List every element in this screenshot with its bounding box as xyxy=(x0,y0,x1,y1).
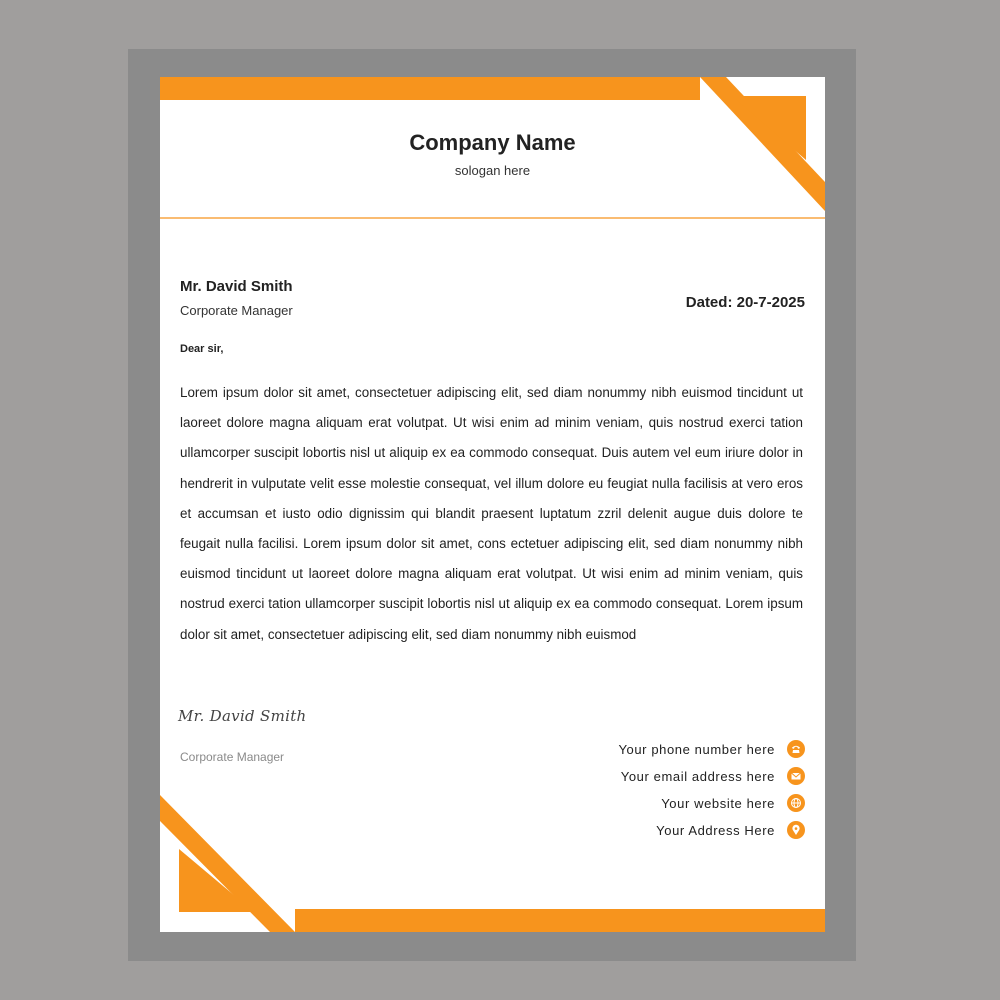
phone-icon xyxy=(787,740,805,758)
letter-date: Dated: 20-7-2025 xyxy=(685,294,805,311)
sender-title: Corporate Manager xyxy=(180,303,293,318)
contact-address xyxy=(656,820,805,840)
handwritten-signature: Mr. David Smith xyxy=(178,707,307,725)
contact-phone-text: Your phone number here xyxy=(618,741,775,757)
globe-icon xyxy=(787,794,805,812)
footer-bar xyxy=(295,909,825,932)
company-slogan: sologan here xyxy=(454,163,531,178)
contact-phone xyxy=(618,739,805,759)
letterhead-page xyxy=(160,77,825,932)
company-name: Company Name xyxy=(409,130,576,155)
sender-name: Mr. David Smith xyxy=(180,278,293,295)
contact-address-text: Your Address Here xyxy=(656,822,775,838)
header-bar xyxy=(160,77,700,100)
contact-website xyxy=(661,793,805,813)
email-icon xyxy=(787,767,805,785)
location-pin-icon xyxy=(787,821,805,839)
signature-title: Corporate Manager xyxy=(180,750,285,764)
contact-email-text: Your email address here xyxy=(620,768,775,784)
salutation: Dear sir, xyxy=(180,343,224,355)
contact-email xyxy=(621,766,805,786)
contact-website-text: Your website here xyxy=(661,795,775,811)
letter-body: Lorem ipsum dolor sit amet, consectetuer adipiscing elit, sed diam nonummy nibh euismod tincidunt ut laoreet dolore magna aliquam erat volutpat. Ut wisi enim ad minim veniam, quis nostrud exerci tation ullamcorper suscipit lobortis nisl ut aliquip ex ea commodo consequat. Duis autem vel eum iriure dolor in hendrerit in vulputate velit esse molestie consequat, vel illum dolore eu feugiat nulla facilisis at vero eros et accumsan et iusto odio dignissim qui blandit praesent luptatum zzril delenit augue duis dolore te feugait nulla facilisi. Lorem ipsum dolor sit amet, cons ectetuer adipiscing elit, sed diam nonummy nibh euismod tincidunt ut laoreet dolore magna aliquam erat volutpat. Ut wisi enim ad minim veniam, quis nostrud exerci tation ullamcorper suscipit lobortis nisl ut aliquip ex ea commodo consequat. Lorem ipsum dolor sit amet, consectetuer adipiscing elit, sed diam nonummy nibh euismod xyxy=(180,385,803,642)
